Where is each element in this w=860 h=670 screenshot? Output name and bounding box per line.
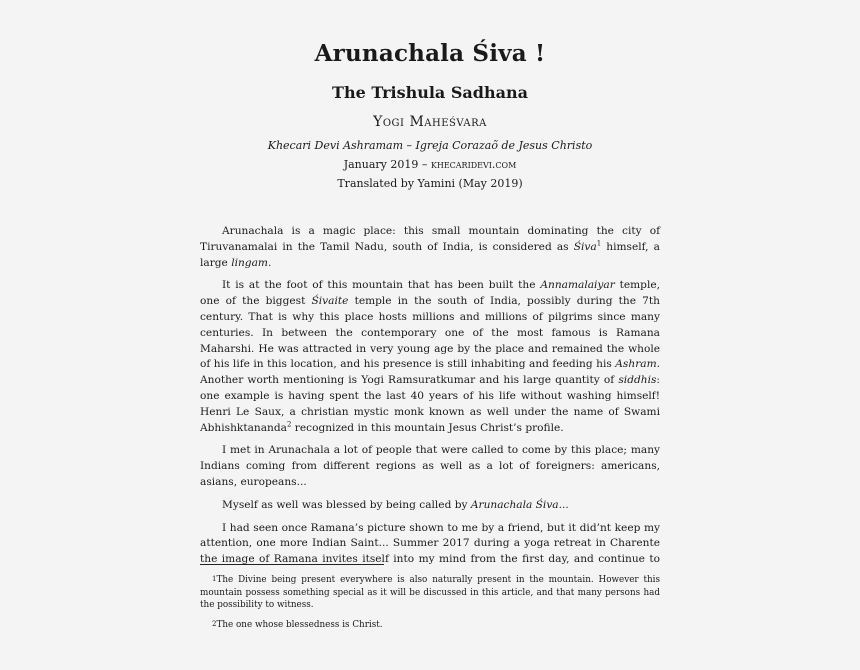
p1-text-b: himself, a large — [200, 240, 660, 269]
footnote-ref-2[interactable]: 2 — [286, 420, 292, 429]
paper-subtitle: The Trishula Sadhana — [332, 83, 528, 102]
p2-emphasis-annamalaiyar: Annamalaiyar — [540, 279, 615, 292]
p1-emphasis-siva: Śiva — [573, 240, 597, 253]
footnote-2 — [200, 619, 660, 632]
p1-emphasis-lingam: lingam — [231, 256, 268, 269]
p2-text-d: . Another worth mentioning is Yogi Ramsuratkumar and his large quantity of — [200, 358, 660, 387]
footnote-1-text: The Divine being present everywhere is also naturally present in the mountain. However this mountain possess something special as it will be discussed in this article, and that many persons had the possibility to witness. — [200, 575, 660, 611]
footnote-1-number: 1 — [212, 575, 217, 583]
p2-text-b: temple, one of the biggest — [200, 279, 660, 308]
p1-text-c: . — [267, 256, 272, 269]
p4-emphasis-arunachala-siva: Arunachala Śiva — [470, 498, 559, 511]
paper-title: Arunachala Śiva ! — [314, 40, 546, 67]
website-link[interactable]: khecaridevi.com — [430, 158, 517, 171]
date-line — [0, 158, 860, 171]
translator-line: Translated by Yamini (May 2019) — [337, 177, 523, 190]
footnote-2-number: 2 — [212, 620, 217, 628]
paragraph-4 — [200, 498, 660, 514]
body-text — [200, 224, 660, 568]
p2-emphasis-siddhis: siddhis — [618, 374, 657, 387]
paragraph-1 — [200, 224, 660, 271]
date-text: January 2019 – — [343, 158, 431, 171]
paragraph-2 — [200, 278, 660, 436]
p4-text-b: ... — [558, 498, 569, 511]
p2-text-a: It is at the foot of this mountain that has been built the — [222, 279, 541, 292]
p1-text-a: Arunachala is a magic place: this small mountain dominating the city of Tiruvanamalai in the Tamil Nadu, south of India, is considered as — [200, 225, 660, 253]
p2-text-c: temple in the south of India, possibly during the 7th century. That is why this place hosts millions and millions of pilgrims since many centuries. In between the contemporary one of the most famous is Ramana Maharshi. He was attracted in very young age by the place and remained the whole of his life in this location, and his presence is still inhabiting and feeding his — [200, 295, 660, 371]
author-name: Yogi Maheśvara — [373, 114, 487, 130]
p2-emphasis-sivaite: Śivaite — [311, 295, 349, 308]
p2-text-f: recognized in this mountain Jesus Christ’s profile. — [291, 421, 564, 434]
paragraph-5: I had seen once Ramana’s picture shown to me by a friend, but it did’nt keep my attention, one more Indian Saint... Summer 2017 during a yoga retreat in Charente the image of Ramana invites itself into my mind from the first day, and continue to — [200, 521, 660, 566]
footnote-divider — [200, 564, 384, 565]
footnote-ref-1[interactable]: 1 — [596, 239, 602, 248]
paragraph-3: I met in Arunachala a lot of people that were called to come by this place; many Indians coming from different regions as well as a lot of foreigners: americans, asians, europeans... — [200, 444, 660, 488]
p2-text-e: : one example is having spent the last 40 years of his life without washing himself! Henri Le Saux, a christian mystic monk known as well under the name of Swami Abhishktananda — [200, 374, 660, 434]
footnote-2-text: The one whose blessedness is Christ. — [216, 620, 383, 630]
p2-emphasis-ashram: Ashram — [615, 358, 657, 371]
p4-text-a: Myself as well was blessed by being called by — [222, 498, 471, 511]
footnote-1 — [200, 574, 660, 612]
author-affiliation: Khecari Devi Ashramam – Igreja Corazaõ de Jesus Christo — [267, 139, 593, 152]
